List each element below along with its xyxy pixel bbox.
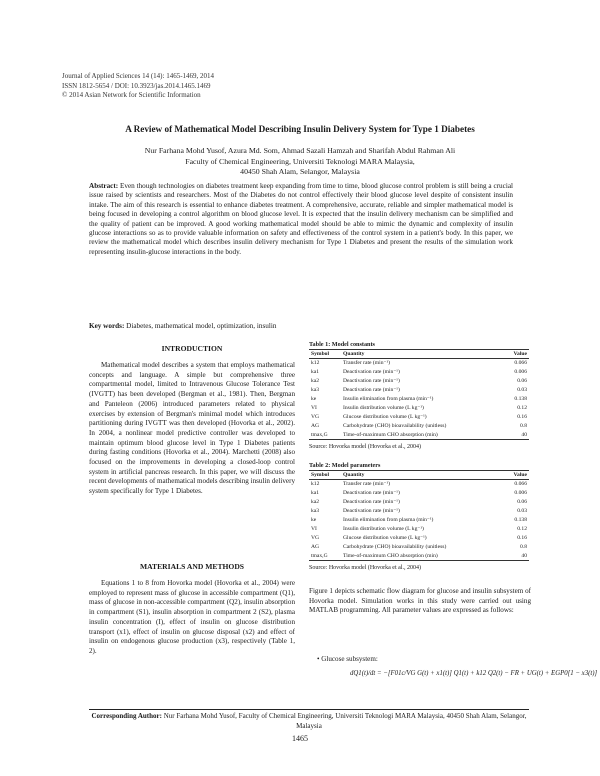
- table-row: [309, 395, 529, 404]
- table2-header-row: [309, 471, 529, 480]
- quantity-cell: Deactivation rate (min⁻¹): [343, 490, 400, 497]
- author-block: [60, 146, 540, 178]
- value-cell: 0.8: [520, 422, 527, 429]
- quantity-cell: Glucose distribution volume (L kg⁻¹): [343, 534, 427, 541]
- table-row: [309, 542, 529, 551]
- symbol-cell: ke: [311, 396, 317, 402]
- symbol-cell: VI: [311, 404, 317, 411]
- symbol-cell: VG: [311, 413, 320, 420]
- table-row: [309, 403, 529, 412]
- value-cell: 0.03: [517, 387, 527, 394]
- table-row: [309, 551, 529, 560]
- quantity-cell: Insulin elimination from plasma (min⁻¹): [343, 396, 434, 402]
- keywords: [89, 322, 513, 330]
- journal-citation: Journal of Applied Sciences 14 (14): 1465-1469, 2014: [62, 72, 215, 80]
- symbol-cell: VG: [311, 534, 320, 541]
- quantity-cell: Carbohydrate (CHO) bioavailability (unitless): [343, 422, 447, 429]
- abstract-label: Abstract:: [89, 182, 119, 190]
- symbol-cell: ka2: [311, 499, 320, 506]
- materials-text: Equations 1 to 8 from Hovorka model (Hovorka et al., 2004) were employed to represent mass of glucose in accessible compartment (Q1), mass of glucose in non-accessible compartment (Q2), insulin absorption in compartment (S1), insulin absorption in compartment 2 (S2), plasma insulin concentration (I), effect of insulin on glucose distribution transport (x1), effect of insulin on glucose disposal (x2) and effect of insulin on endogenous glucose production (x3), respectively (Table 1, 2).: [89, 579, 295, 655]
- value-cell: 0.066: [514, 360, 527, 367]
- value-cell: 0.138: [514, 396, 527, 402]
- value-cell: 0.006: [514, 490, 527, 497]
- symbol-cell: ke: [311, 517, 317, 523]
- author-affiliation: Faculty of Chemical Engineering, Universiti Teknologi MARA Malaysia,: [185, 156, 415, 166]
- corresponding-author-text: Nur Farhana Mohd Yusof, Faculty of Chemical Engineering, Universiti Teknologi MARA Malaysia, 40450 Shah Alam, Selangor, Malaysia: [163, 712, 527, 730]
- quantity-cell: Deactivation rate (min⁻¹): [343, 499, 400, 506]
- value-cell: 0.066: [514, 481, 527, 488]
- table-row: [309, 533, 529, 542]
- table-row: [309, 524, 529, 533]
- symbol-cell: k12: [311, 360, 320, 367]
- quantity-cell: Glucose distribution volume (L kg⁻¹): [343, 413, 427, 420]
- symbol-cell: AG: [311, 422, 320, 429]
- table-row: [309, 480, 529, 489]
- symbol-cell: AG: [311, 543, 320, 550]
- table2-header-symbol: Symbol: [309, 471, 341, 480]
- table-row: [309, 412, 529, 421]
- symbol-cell: k12: [311, 481, 320, 488]
- table-row: [309, 377, 529, 386]
- quantity-cell: Carbohydrate (CHO) bioavailability (unitless): [343, 543, 447, 550]
- table1-header-value: Value: [501, 350, 529, 359]
- table-row: [309, 507, 529, 516]
- value-cell: 40: [501, 430, 529, 439]
- value-cell: 0.8: [520, 543, 527, 550]
- keywords-label: Key words:: [89, 322, 125, 330]
- symbol-cell: ka1: [311, 369, 320, 376]
- table2-header-quantity: Quantity: [341, 471, 501, 480]
- table-row: [309, 498, 529, 507]
- symbol-cell: tmax,G: [309, 430, 341, 439]
- value-cell: 0.138: [514, 517, 527, 523]
- table-row: [309, 430, 529, 439]
- glucose-equation: dQ1(t)/dt = −[F01c/VG G(t) + x1(t)] Q1(t) + k12 Q2(t) − FR + UG(t) + EGP0[1 − x3(t)]: [350, 670, 598, 677]
- table1-caption: Table 1: Model constants: [309, 341, 375, 348]
- table1-header-quantity: Quantity: [341, 350, 501, 359]
- footer-divider: [89, 709, 529, 710]
- materials-section: [89, 562, 295, 657]
- table-row: [309, 421, 529, 430]
- table-row: [309, 386, 529, 395]
- table2: [309, 470, 529, 561]
- value-cell: 0.03: [517, 508, 527, 515]
- introduction-heading: INTRODUCTION: [161, 344, 223, 353]
- table-row: [309, 359, 529, 368]
- table-row: [309, 516, 529, 525]
- introduction-text: Mathematical model describes a system that employs mathematical concepts and language. A simple but comprehensive three compartmental model, limited to Intravenous Glucose Tolerance Test (IVGTT) has been developed (Bergman et al., 1981). Then, Bergman and Panteleon (2006) introduced parameters related to physical exercises by extension of Bergman's minimal model which introduces partitioning during IVGTT was then developed (Hovorka et al., 2002). In 2004, a nonlinear model predictive controller was developed to maintain optimum blood glucose level in Type 1 Diabetes patients during fasting conditions (Hovorka et al., 2004). Marchetti (2008) also focused on the improvements in developing a closed-loop control system in artificial pancreas research. In this paper, we will discuss the recent developments of mathematical models describing insulin delivery system specifically for Type 1 Diabetes.: [89, 361, 295, 496]
- quantity-cell: Transfer rate (min⁻¹): [343, 360, 390, 367]
- quantity-cell: Time-of-maximum CHO absorption (min): [341, 430, 501, 439]
- journal-copyright: © 2014 Asian Network for Scientific Information: [62, 91, 201, 99]
- corresponding-author-label: Corresponding Author:: [91, 712, 162, 720]
- table2-caption: Table 2: Model parameters: [309, 462, 381, 469]
- value-cell: 0.06: [517, 378, 527, 385]
- table-row: [309, 489, 529, 498]
- value-cell: 0.006: [514, 369, 527, 376]
- value-cell: 0.12: [517, 525, 527, 532]
- quantity-cell: Transfer rate (min⁻¹): [343, 481, 390, 488]
- journal-header: [62, 72, 214, 101]
- page-number: 1465: [292, 734, 308, 743]
- value-cell: 0.12: [517, 404, 527, 411]
- quantity-cell: Deactivation rate (min⁻¹): [343, 369, 400, 376]
- symbol-cell: ka1: [311, 490, 320, 497]
- materials-heading: MATERIALS AND METHODS: [139, 562, 245, 571]
- quantity-cell: Insulin distribution volume (L kg⁻¹): [343, 525, 424, 532]
- glucose-subsystem-bullet: • Glucose subsystem:: [317, 655, 378, 663]
- table1-header-row: [309, 350, 529, 359]
- table-row: [309, 368, 529, 377]
- corresponding-author: [89, 712, 529, 731]
- figure-description: Figure 1 depicts schematic flow diagram for glucose and insulin subsystem of Hovorka model. Simulation works in this study were carried out using MATLAB programming. All parameter values are expressed as follows:: [309, 587, 531, 615]
- value-cell: 0.16: [517, 534, 527, 541]
- quantity-cell: Time-of-maximum CHO absorption (min): [341, 551, 501, 560]
- author-address: 40450 Shah Alam, Selangor, Malaysia: [240, 167, 360, 176]
- symbol-cell: VI: [311, 525, 317, 532]
- symbol-cell: ka3: [311, 387, 320, 394]
- quantity-cell: Deactivation rate (min⁻¹): [343, 387, 400, 394]
- table1-header-symbol: Symbol: [309, 350, 341, 359]
- abstract-text: Even though technologies on diabetes treatment keep expanding from time to time, blood glucose control problem is still being a crucial issue raised by scientists and researchers. Most of the Diabetes do not control effectively their blood glucose level despite of consistent insulin intake. The aim of this research is essential to enhance diabetes treatment. A comprehensive, accurate, reliable and simpler mathematical model is being focused in developing a control algorithm on blood glucose level. It is expected that the insulin delivery mechanism can be simplified and the quality of patient can be improved. A good working mathematical model should be able to mimic the dynamic and complexity of insulin glucose interactions so as to provide valuable information on safety and effectiveness of the control system in a patient's body. In this paper, we review the mathematical model which describes insulin delivery mechanism for Type 1 Diabetes and present the results of the simulation work representing insulin-glucose interactions in the body.: [89, 182, 514, 256]
- value-cell: 40: [501, 551, 529, 560]
- quantity-cell: Deactivation rate (min⁻¹): [343, 378, 400, 385]
- symbol-cell: tmax,G: [309, 551, 341, 560]
- symbol-cell: ka2: [311, 378, 320, 385]
- table1: [309, 349, 529, 440]
- table2-source: Source: Hovorka model (Hovorka et al., 2004): [309, 565, 421, 571]
- author-names: Nur Farhana Mohd Yusof, Azura Md. Som, Ahmad Sazali Hamzah and Sharifah Abdul Rahman Ali: [144, 146, 456, 155]
- quantity-cell: Insulin elimination from plasma (min⁻¹): [343, 517, 434, 523]
- symbol-cell: ka3: [311, 508, 320, 515]
- quantity-cell: Insulin distribution volume (L kg⁻¹): [343, 404, 424, 411]
- value-cell: 0.16: [517, 413, 527, 420]
- journal-issn: ISSN 1812-5654 / DOI: 10.3923/jas.2014.1465.1469: [62, 81, 211, 90]
- quantity-cell: Deactivation rate (min⁻¹): [343, 508, 400, 515]
- table2-header-value: Value: [501, 471, 529, 480]
- keywords-text: Diabetes, mathematical model, optimization, insulin: [126, 322, 277, 330]
- table1-source: Source: Hovorka model (Hovorka et al., 2004): [309, 444, 421, 450]
- paper-title: A Review of Mathematical Model Describing Insulin Delivery System for Type 1 Diabetes: [125, 124, 475, 134]
- value-cell: 0.06: [517, 499, 527, 506]
- abstract: [89, 182, 513, 257]
- introduction-section: [89, 344, 295, 497]
